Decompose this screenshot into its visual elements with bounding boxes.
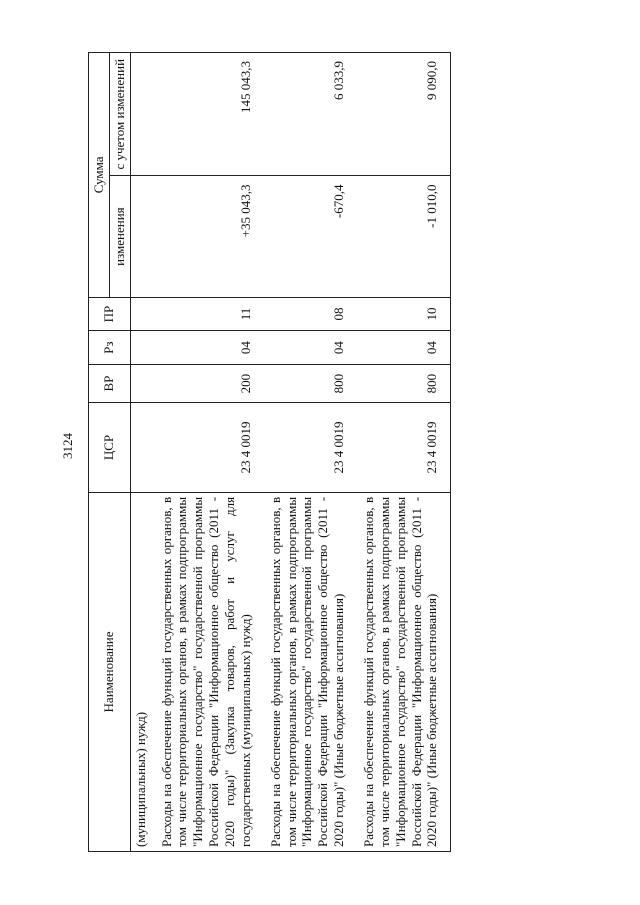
table-row-continuation — [130, 53, 154, 852]
row-total: 9 090,0 — [357, 53, 451, 177]
header-with-change: с учетом изменений — [109, 53, 130, 177]
row-rz: 04 — [357, 331, 451, 365]
row-total: 6 033,9 — [264, 53, 357, 177]
row-csr: 23 4 0019 — [155, 403, 264, 493]
header-name: Наименование — [89, 492, 131, 851]
row-name: Расходы на обеспечение функций государственных органов, в том числе территориальных органов, в рамках подпрограммы "Информационное государство" государственной программы Российской Федерации "Информационное общество (2011 - 2020 годы)" (Иные бюджетные ассигнования) — [264, 492, 357, 851]
table-header — [89, 53, 131, 852]
header-sum: Сумма — [89, 53, 110, 298]
budget-table-container — [88, 52, 608, 852]
continuation-text: (муниципальных) нужд) — [130, 492, 154, 851]
row-name: Расходы на обеспечение функций государственных органов, в том числе территориальных органов, в рамках подпрограммы "Информационное государство" государственной программы Российской Федерации "Информационное общество (2011 - 2020 годы)" (Закупка товаров, работ и услуг для государственных (муниципальных) нужд) — [155, 492, 264, 851]
row-pr: 11 — [155, 297, 264, 331]
row-vr: 200 — [155, 365, 264, 403]
row-csr: 23 4 0019 — [357, 403, 451, 493]
page-number: 3124 — [60, 433, 75, 459]
row-change: -670,4 — [264, 176, 357, 297]
row-change: -1 010,0 — [357, 176, 451, 297]
budget-table — [88, 52, 451, 852]
header-rz: Рз — [89, 331, 131, 365]
row-rz: 04 — [264, 331, 357, 365]
header-csr: ЦСР — [89, 403, 131, 493]
row-name: Расходы на обеспечение функций государственных органов, в том числе территориальных органов, в рамках подпрограммы "Информационное государство" государственной программы Российской Федерации "Информационное общество (2011 - 2020 годы)" (Иные бюджетные ассигнования) — [357, 492, 451, 851]
header-pr: ПР — [89, 297, 131, 331]
table-row — [264, 53, 357, 852]
row-rz: 04 — [155, 331, 264, 365]
header-vr: ВР — [89, 365, 131, 403]
header-change: изменения — [109, 176, 130, 297]
row-vr: 800 — [264, 365, 357, 403]
row-pr: 10 — [357, 297, 451, 331]
row-pr: 08 — [264, 297, 357, 331]
row-vr: 800 — [357, 365, 451, 403]
table-row — [155, 53, 264, 852]
table-row — [357, 53, 451, 852]
row-csr: 23 4 0019 — [264, 403, 357, 493]
row-total: 145 043,3 — [155, 53, 264, 177]
row-change: +35 043,3 — [155, 176, 264, 297]
